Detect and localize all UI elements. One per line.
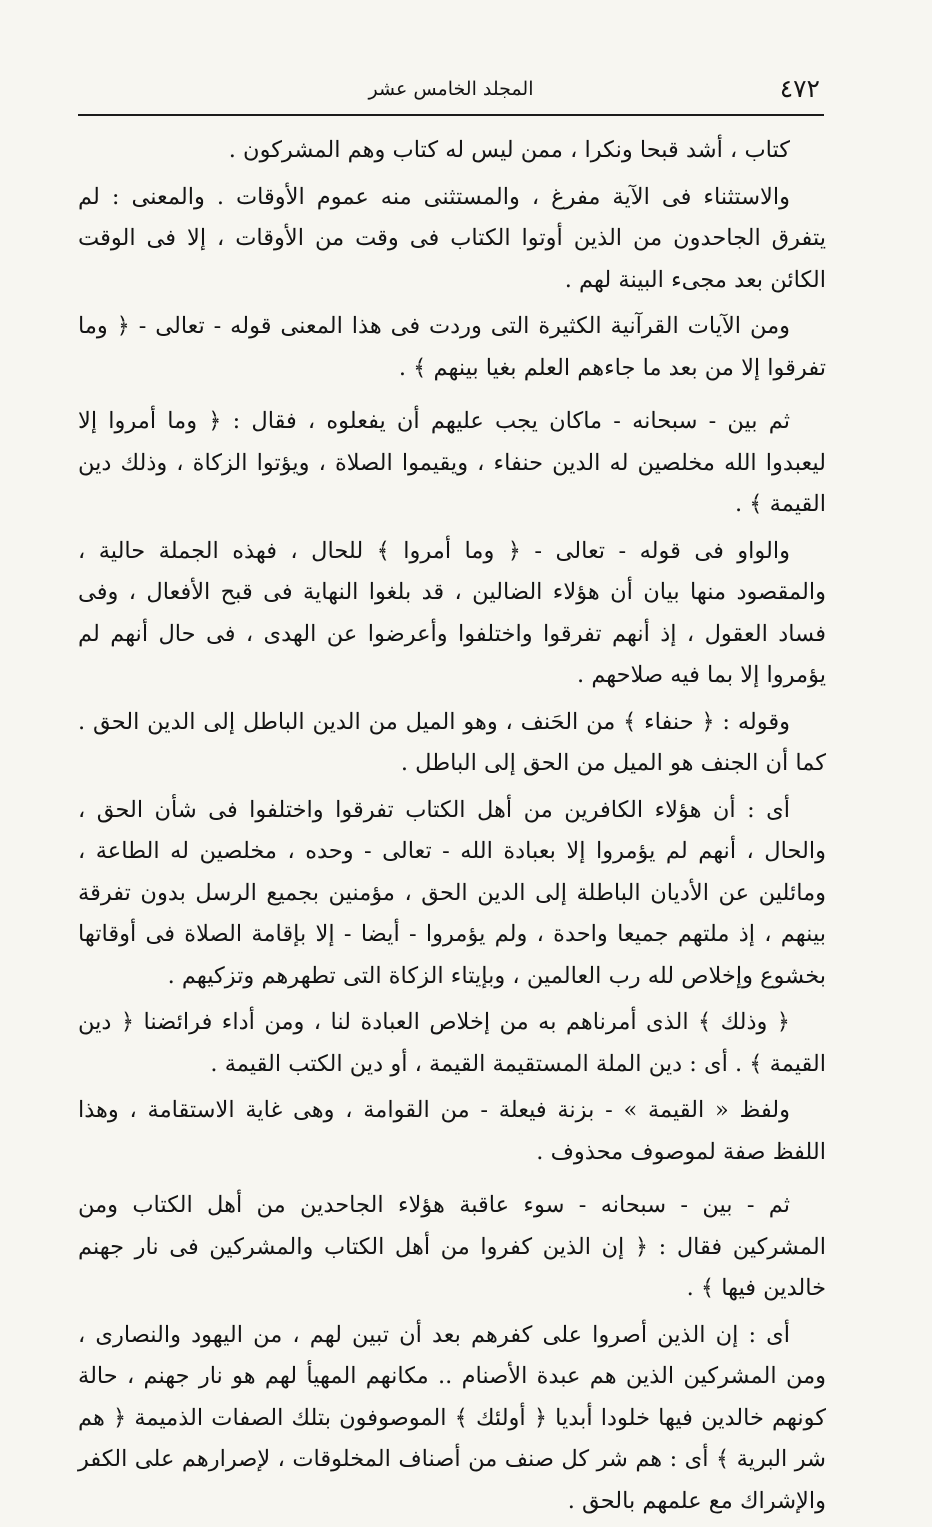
- paragraph: ثم بين - سبحانه - ماكان يجب عليهم أن يفعلوه ، فقال : ﴿ وما أمروا إلا ليعبدوا الله مخلصين له الدين حنفاء ، ويقيموا الصلاة ، ويؤتوا الزكاة ، وذلك دين القيمة ﴾ .: [78, 408, 826, 517]
- paragraph: ثم - بين - سبحانه - سوء عاقبة هؤلاء الجاحدين من أهل الكتاب ومن المشركين فقال : ﴿ إن الذين كفروا من أهل الكتاب والمشركين فى نار جهنم خالدين فيها ﴾ .: [78, 1192, 826, 1301]
- paragraph: ومن الآيات القرآنية الكثيرة التى وردت فى هذا المعنى قوله - تعالى - ﴿ وما تفرقوا إلا من بعد ما جاءهم العلم بغيا بينهم ﴾ .: [78, 313, 826, 381]
- paragraph: ﴿ وذلك ﴾ الذى أمرناهم به من إخلاص العبادة لنا ، ومن أداء فرائضنا ﴿ دين القيمة ﴾ . أى : دين الملة المستقيمة القيمة ، أو دين الكتب القيمة .: [78, 1009, 826, 1077]
- paragraph: كتاب ، أشد قبحا ونكرا ، ممن ليس له كتاب وهم المشركون .: [228, 137, 790, 163]
- paragraph: أى : أن هؤلاء الكافرين من أهل الكتاب تفرقوا واختلفوا فى شأن الحق ، والحال ، أنهم لم يؤمروا إلا بعبادة الله - تعالى - وحده ، مخلصين له الطاعة ، ومائلين عن الأديان الباطلة إلى الدين الحق ، مؤمنين بجميع الرسل بدون تفرقة بينهم ، إذ ملتهم جميعا واحدة ، ولم يؤمروا - أيضا - إلا بإقامة الصلاة فى أوقاتها بخشوع وإخلاص لله رب العالمين ، وبإيتاء الزكاة التى تطهرهم وتزكيهم .: [78, 796, 826, 989]
- body-text: [78, 130, 826, 1527]
- header-rule: [78, 114, 824, 116]
- paragraph: أى : إن الذين أصروا على كفرهم بعد أن تبين لهم ، من اليهود والنصارى ، ومن المشركين الذين هم عبدة الأصنام .. مكانهم المهيأ لهم هو نار جهنم ، حالة كونهم خالدين فيها خلودا أبديا ﴿ أولئك ﴾ الموصوفون بتلك الصفات الذميمة ﴿ هم شر البرية ﴾ أى : هم شر كل صنف من أصناف المخلوقات ، لإصرارهم على الكفر والإشراك مع علمهم بالحق .: [78, 1321, 826, 1514]
- paragraph: والاستثناء فى الآية مفرغ ، والمستثنى منه عموم الأوقات . والمعنى : لم يتفرق الجاحدون من الذين أوتوا الكتاب فى وقت من الأوقات ، إلا فى الوقت الكائن بعد مجىء البينة لهم .: [78, 183, 826, 293]
- page-header: [78, 66, 824, 116]
- paragraph: والواو فى قوله - تعالى - ﴿ وما أمروا ﴾ للحال ، فهذه الجملة حالية ، والمقصود منها بيان أن هؤلاء الضالين ، قد بلغوا النهاية فى قبح الأفعال ، وفى فساد العقول ، إذ أنهم تفرقوا واختلفوا وأعرضوا عن الهدى ، فى حال أنهم لم يؤمروا إلا بما فيه صلاحهم .: [78, 537, 826, 688]
- page-number: ٤٧٢: [779, 74, 820, 103]
- paragraph: ولفظ « القيمة » - بزنة فيعلة - من القوامة ، وهى غاية الاستقامة ، وهذا اللفظ صفة لموصوف محذوف .: [78, 1097, 826, 1165]
- running-title: المجلد الخامس عشر: [368, 78, 534, 100]
- paragraph: وقوله : ﴿ حنفاء ﴾ من الحَنف ، وهو الميل من الدين الباطل إلى الدين الحق . كما أن الجنف هو الميل من الحق إلى الباطل .: [78, 708, 826, 776]
